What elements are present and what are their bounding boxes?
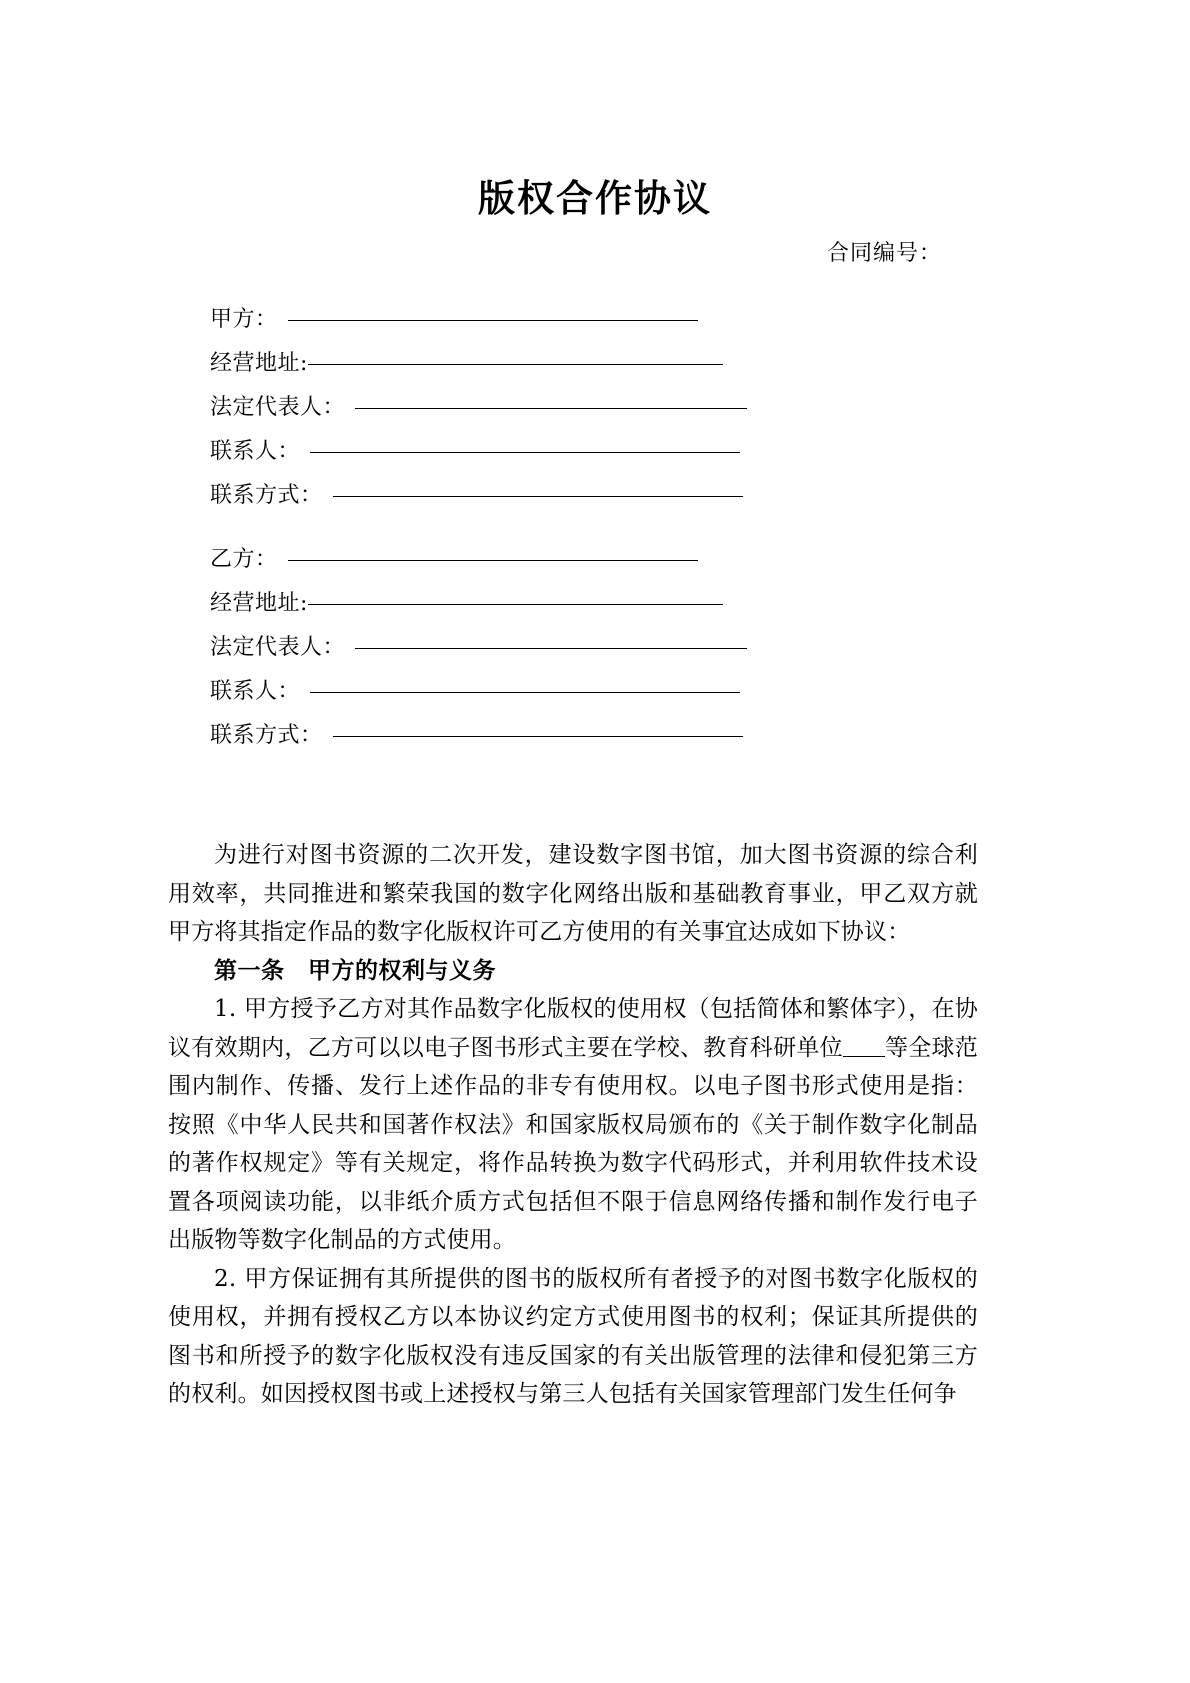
field-label: 联系人：	[210, 439, 301, 464]
page-title: 版权合作协议	[478, 177, 712, 220]
party-b-address-input-rule[interactable]	[308, 604, 723, 605]
field-row-party-b-contact-method	[210, 718, 970, 762]
field-row-party-a-contact-method	[210, 478, 970, 522]
field-row-party-a-address	[210, 346, 970, 390]
party-b-contact-input-rule[interactable]	[310, 692, 740, 693]
clause-2-paragraph: 2. 甲方保证拥有其所提供的图书的版权所有者授予的对图书数字化版权的使用权，并拥有授权乙方以本协议约定方式使用图书的权利；保证其所提供的图书和所授予的数字化版权没有违反国家的有关出版管理的法律和侵犯第三方的权利。如因授权图书或上述授权与第三人包括有关国家管理部门发生任何争	[168, 1265, 978, 1407]
field-label: 经营地址:	[210, 591, 308, 616]
party-a-contact-method-input-rule[interactable]	[333, 496, 743, 497]
field-label: 法定代表人：	[210, 395, 346, 420]
party-b-name-input-rule[interactable]	[288, 560, 698, 561]
party-a-block	[210, 302, 970, 522]
clause-1-text-part-1: 1. 甲方授予乙方对其作品数字化版权的使用权（包括简体和繁体字），在协议有效期内，乙方可以以电子图书形式主要在学校、教育科研单位	[168, 996, 978, 1061]
field-label: 乙方：	[210, 547, 278, 572]
field-label: 法定代表人：	[210, 635, 346, 660]
field-row-party-b-name	[210, 542, 970, 586]
contract-number-label: 合同编号：	[826, 241, 942, 266]
clause-1-text-part-2: 等全球范围内制作、传播、发行上述作品的非专有使用权。以电子图书形式使用是指：按照《中华人民共和国著作权法》和国家版权局颁布的《关于制作数字化制品的著作权规定》等有关规定，将作品转换为数字代码形式，并利用软件技术设置各项阅读功能，以非纸介质方式包括但不限于信息网络传播和制作发行电子出版物等数字化制品的方式使用。	[168, 1034, 978, 1253]
field-label: 甲方：	[210, 307, 278, 332]
clause-1-paragraph	[168, 990, 978, 1260]
document-body	[168, 836, 978, 1414]
field-row-party-a-legal-rep	[210, 390, 970, 434]
party-b-legal-rep-input-rule[interactable]	[355, 648, 747, 649]
field-row-party-a-name	[210, 302, 970, 346]
section-heading-article-1: 第一条 甲方的权利与义务	[214, 957, 496, 984]
party-b-contact-method-input-rule[interactable]	[333, 736, 743, 737]
party-a-legal-rep-input-rule[interactable]	[355, 408, 747, 409]
party-a-address-input-rule[interactable]	[308, 364, 723, 365]
preamble-paragraph: 为进行对图书资源的二次开发，建设数字图书馆，加大图书资源的综合利用效率，共同推进和繁荣我国的数字化网络出版和基础教育事业，甲乙双方就甲方将其指定作品的数字化版权许可乙方使用的有关事宜达成如下协议：	[168, 842, 978, 945]
clause-1-fill-blank[interactable]	[843, 1056, 885, 1057]
field-label: 联系人：	[210, 679, 301, 704]
field-row-party-b-legal-rep	[210, 630, 970, 674]
party-b-block	[210, 542, 970, 762]
field-label: 联系方式：	[210, 483, 323, 508]
field-row-party-b-address	[210, 586, 970, 630]
field-row-party-a-contact	[210, 434, 970, 478]
party-a-name-input-rule[interactable]	[288, 320, 698, 321]
field-row-party-b-contact	[210, 674, 970, 718]
party-a-contact-input-rule[interactable]	[310, 452, 740, 453]
field-label: 联系方式：	[210, 723, 323, 748]
field-label: 经营地址:	[210, 351, 308, 376]
